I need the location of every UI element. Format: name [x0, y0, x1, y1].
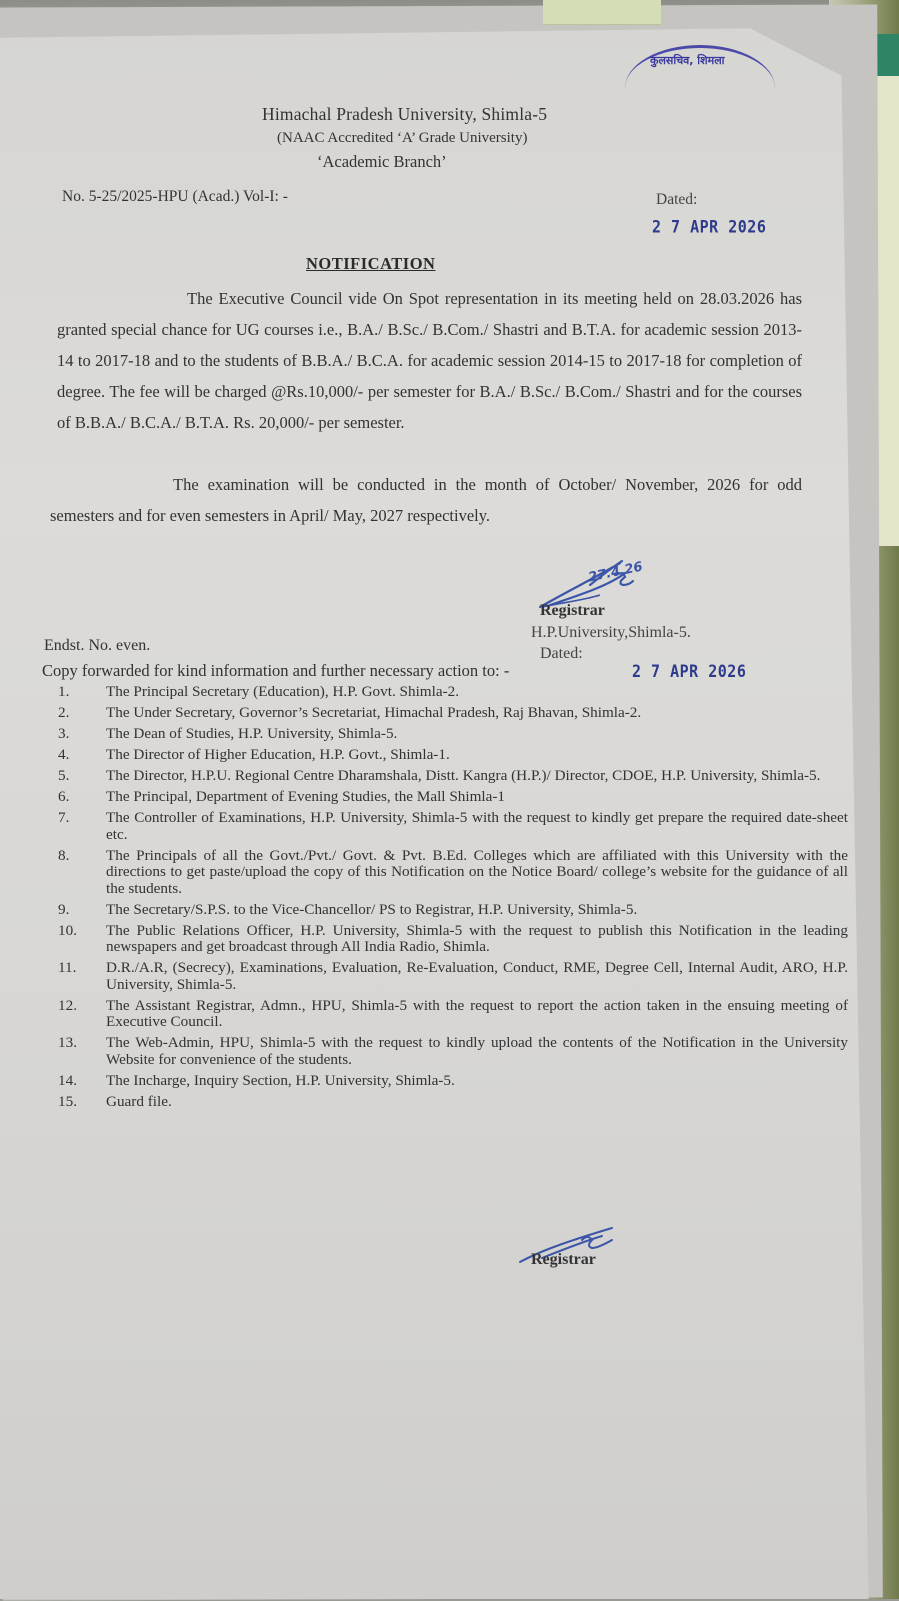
- recipient-item: [58, 998, 848, 1031]
- item-text: The Director, H.P.U. Regional Centre Dharamshala, Distt. Kangra (H.P.)/ Director, CDOE, H.P. University, Shimla-5.: [106, 767, 821, 784]
- item-number: 13.: [58, 1034, 77, 1051]
- branch-name: ‘Academic Branch’: [317, 152, 447, 171]
- endorsement-dated-label: Dated:: [540, 645, 583, 662]
- recipient-item: [58, 1094, 848, 1111]
- recipient-item: [58, 848, 848, 898]
- item-number: 5.: [58, 767, 70, 784]
- item-text: The Principals of all the Govt./Pvt./ Govt. & Pvt. B.Ed. Colleges which are affiliated with this University with the directions to get paste/upload the copy of this Notification on the Notice Board/ college’s website for the guidance of all the students.: [106, 846, 848, 897]
- recipient-item: [58, 747, 848, 764]
- item-text: The Controller of Examinations, H.P. University, Shimla-5 with the request to kindly get prepare the required date-sheet etc.: [106, 809, 848, 843]
- recipient-item: [58, 684, 848, 701]
- item-text: The Secretary/S.P.S. to the Vice-Chancellor/ PS to Registrar, H.P. University, Shimla-5.: [106, 900, 638, 918]
- item-number: 11.: [58, 959, 77, 976]
- item-number: 4.: [58, 746, 70, 763]
- item-text: The Director of Higher Education, H.P. Govt., Shimla-1.: [106, 746, 450, 763]
- item-text: The Incharge, Inquiry Section, H.P. University, Shimla-5.: [106, 1071, 455, 1089]
- item-text: The Principal Secretary (Education), H.P. Govt. Shimla-2.: [106, 683, 460, 700]
- registrar-office: H.P.University,Shimla-5.: [531, 624, 691, 641]
- recipient-item: [58, 768, 848, 785]
- recipient-item: [58, 923, 848, 956]
- recipient-list: [58, 684, 848, 1115]
- endorsement-number: Endst. No. even.: [44, 637, 151, 654]
- date-stamp: 2 7 APR 2026: [652, 216, 767, 238]
- copy-forwarded-intro: Copy forwarded for kind information and further necessary action to: -: [42, 661, 510, 680]
- notification-paragraph-1: The Executive Council vide On Spot representation in its meeting held on 28.03.2026 has granted special chance for UG courses i.e., B.A./ B.Sc./ B.Com./ Shastri and B.T.A. for academic session 2013-14 to 2017-18 and to the students of B.B.A./ B.C.A. for academic session 2014-15 to 2017-18 for completion of degree. The fee will be charged @Rs.10,000/- per semester for B.A./ B.Sc./ B.Com./ Shastri and for the courses of B.B.A./ B.C.A./ B.T.A. Rs. 20,000/- per semester.: [57, 289, 802, 432]
- office-stamp-text: कुलसचिव, शिमला: [650, 54, 725, 67]
- item-text: The Web-Admin, HPU, Shimla-5 with the request to kindly upload the contents of the Notification in the University Website for convenience of the students.: [106, 1034, 848, 1068]
- university-name: Himachal Pradesh University, Shimla-5: [262, 104, 548, 124]
- reference-number: No. 5-25/2025-HPU (Acad.) Vol-I: -: [62, 188, 288, 205]
- recipient-item: [58, 726, 848, 743]
- item-number: 12.: [58, 996, 77, 1014]
- recipient-item: [58, 705, 848, 722]
- item-number: 14.: [58, 1071, 77, 1089]
- notification-title: NOTIFICATION: [306, 254, 436, 273]
- item-text: The Dean of Studies, H.P. University, Shimla-5.: [106, 725, 398, 742]
- recipient-item: [58, 960, 848, 993]
- item-text: The Public Relations Officer, H.P. University, Shimla-5 with the request to publish this Notification in the leading newspapers and get broadcast through All India Radio, Shimla.: [106, 921, 848, 955]
- item-number: 2.: [58, 704, 70, 721]
- item-number: 9.: [58, 900, 70, 918]
- handwritten-date: 27.4.26: [587, 559, 645, 586]
- recipient-item: [58, 789, 848, 806]
- endorsement-date-stamp: 2 7 APR 2026: [632, 660, 747, 682]
- item-text: The Assistant Registrar, Admn., HPU, Shimla-5 with the request to report the action taken in the ensuing meeting of Executive Council.: [106, 996, 848, 1030]
- recipient-item: [58, 902, 848, 919]
- notification-paragraph-2: The examination will be conducted in the month of October/ November, 2026 for odd semesters and for even semesters in April/ May, 2027 respectively.: [50, 475, 802, 525]
- item-text: The Under Secretary, Governor’s Secretariat, Himachal Pradesh, Raj Bhavan, Shimla-2.: [106, 704, 642, 721]
- registrar-title: Registrar: [540, 602, 605, 619]
- item-number: 1.: [58, 683, 70, 700]
- accreditation-line: (NAAC Accredited ‘A’ Grade University): [277, 130, 528, 146]
- item-number: 3.: [58, 725, 70, 742]
- item-text: D.R./A.R, (Secrecy), Examinations, Evaluation, Re-Evaluation, Conduct, RME, Degree Cell, Internal Audit, ARO, H.P. University, Shimla-5.: [106, 959, 848, 993]
- item-number: 6.: [58, 788, 70, 805]
- recipient-item: [58, 1073, 848, 1090]
- recipient-item: [58, 1035, 848, 1068]
- registrar-title-2: Registrar: [531, 1251, 596, 1268]
- item-number: 8.: [58, 846, 70, 864]
- item-number: 15.: [58, 1092, 77, 1110]
- item-text: Guard file.: [106, 1092, 172, 1110]
- sticky-note: [543, 0, 661, 25]
- item-number: 10.: [58, 921, 77, 939]
- dated-label: Dated:: [656, 191, 698, 208]
- recipient-item: [58, 810, 848, 843]
- item-text: The Principal, Department of Evening Studies, the Mall Shimla-1: [106, 788, 506, 805]
- item-number: 7.: [58, 809, 70, 826]
